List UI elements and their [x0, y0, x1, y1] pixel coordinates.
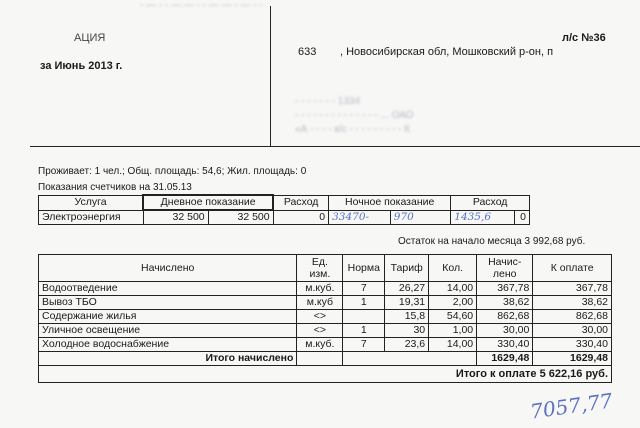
charge-qty: 2,00 [429, 296, 477, 310]
table-row [39, 310, 612, 324]
charge-to-pay: 38,62 [533, 296, 612, 310]
charges-header-norm: Норма [343, 255, 385, 282]
charge-service: Содержание жилья [39, 310, 297, 324]
total-due-row [39, 366, 612, 383]
charge-to-pay: 30,00 [533, 324, 612, 338]
meters-header-day-usage: Расход [273, 195, 329, 210]
address: , Новосибирская обл, Мошковский р-он, п [340, 46, 554, 58]
charge-charged: 30,00 [477, 324, 533, 338]
charges-total-row [39, 352, 612, 366]
charges-total-to-pay: 1629,48 [533, 352, 612, 366]
redacted-line-2: - - - - - - - - - - - - - - ... ОАО [295, 110, 414, 121]
meters-day-usage: 0 [273, 210, 329, 225]
address-prefix: 633 [298, 46, 317, 58]
charges-total-charged: 1629,48 [477, 352, 533, 366]
top-strip-text: - — - - — — - - — — - — - - [140, 0, 263, 11]
charge-unit: м.куб [297, 296, 343, 310]
charge-to-pay: 367,78 [533, 282, 612, 296]
meters-night-usage: 0 [515, 210, 530, 225]
meters-date: Показания счетчиков на 31.05.13 [38, 182, 192, 193]
meters-header-day: Дневное показание [143, 195, 273, 210]
charges-header-tariff: Тариф [385, 255, 429, 282]
meters-night-usage-handwritten: 1435,6 [451, 210, 515, 225]
meters-header-night-usage: Расход [451, 195, 530, 210]
table-row [39, 338, 612, 352]
charge-tariff: 26,27 [385, 282, 429, 296]
charge-charged: 330,40 [477, 338, 533, 352]
charges-header-row [39, 255, 612, 282]
charge-tariff: 19,31 [385, 296, 429, 310]
charge-to-pay: 862,68 [533, 310, 612, 324]
charge-unit: <> [297, 310, 343, 324]
handwritten-total: 7057,77 [528, 388, 614, 424]
charges-total-gap [343, 352, 477, 366]
table-row [39, 324, 612, 338]
charge-qty: 54,60 [429, 310, 477, 324]
charge-tariff: 30 [385, 324, 429, 338]
meters-header-night: Ночное показание [329, 195, 451, 210]
charge-charged: 367,78 [477, 282, 533, 296]
charges-total-label: Итого начислено [39, 352, 297, 366]
balance-start: Остаток на начало месяца 3 992,68 руб. [398, 236, 586, 247]
meters-row [39, 210, 530, 225]
charge-service: Водоотведение [39, 282, 297, 296]
org-name-fragment: АЦИЯ [74, 32, 106, 44]
charges-header-to-pay: К оплате [533, 255, 612, 282]
header-divider [270, 6, 271, 146]
charges-header-charged: Начис- лено [477, 255, 533, 282]
charge-service: Холодное водоснабжение [39, 338, 297, 352]
charges-total-blank [297, 352, 343, 366]
charge-charged: 862,68 [477, 310, 533, 324]
account-number: л/с №36 [562, 32, 606, 44]
redacted-line-3: «А - - - - к/с - - - - - - - - - К [295, 124, 411, 135]
charges-header-service: Начислено [39, 255, 297, 282]
charges-table [38, 254, 612, 383]
charge-service: Уличное освещение [39, 324, 297, 338]
total-due: Итого к оплате 5 622,16 руб. [39, 366, 612, 383]
charge-to-pay: 330,40 [533, 338, 612, 352]
charge-charged: 38,62 [477, 296, 533, 310]
meters-day-prev: 32 500 [143, 210, 208, 225]
charge-unit: <> [297, 324, 343, 338]
table-row [39, 296, 612, 310]
charges-header-qty: Кол. [429, 255, 477, 282]
charge-tariff: 15,8 [385, 310, 429, 324]
charge-qty: 14,00 [429, 338, 477, 352]
meters-night-curr-handwritten: 970 [390, 210, 450, 225]
charge-norm [343, 310, 385, 324]
charge-qty: 14,00 [429, 282, 477, 296]
meters-table [38, 194, 530, 225]
charge-qty: 1,00 [429, 324, 477, 338]
meters-day-curr: 32 500 [208, 210, 273, 225]
charge-norm: 1 [343, 324, 385, 338]
meters-header-service: Услуга [39, 195, 144, 210]
charge-unit: м.куб. [297, 282, 343, 296]
charge-service: Вывоз ТБО [39, 296, 297, 310]
billing-period: за Июнь 2013 г. [40, 60, 123, 72]
meters-header-row [39, 195, 530, 210]
redacted-line-1: - - - - - - - 1334 [295, 96, 361, 107]
meters-night-prev-handwritten: 33470- [329, 210, 391, 225]
charge-norm: 7 [343, 338, 385, 352]
residents-info: Проживает: 1 чел.; Общ. площадь: 54,6; Жил. площадь: 0 [38, 166, 307, 177]
table-row [39, 282, 612, 296]
meters-service: Электроэнергия [39, 210, 144, 225]
header-separator [30, 146, 640, 147]
charges-header-unit: Ед. изм. [297, 255, 343, 282]
charge-unit: м.куб. [297, 338, 343, 352]
charge-norm: 7 [343, 282, 385, 296]
charge-tariff: 23,6 [385, 338, 429, 352]
charge-norm: 1 [343, 296, 385, 310]
